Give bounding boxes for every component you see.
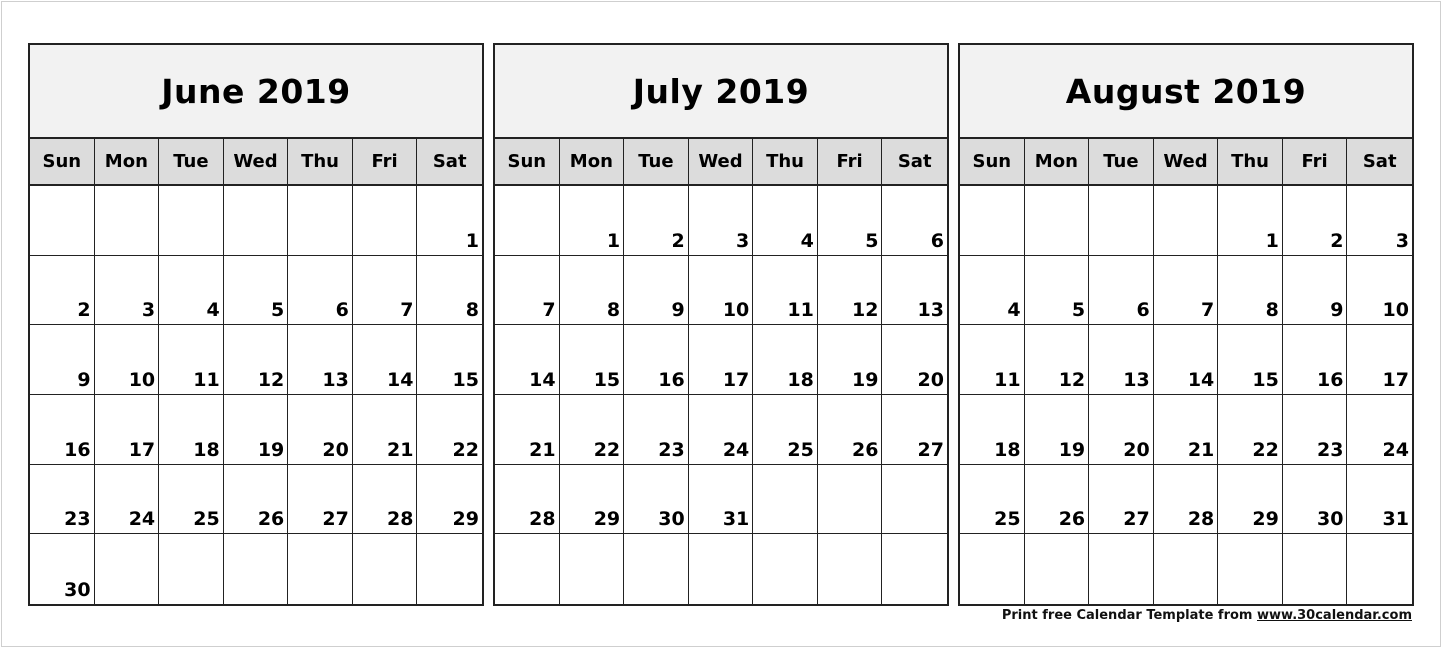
day-cell	[288, 534, 353, 604]
day-cell: 10	[95, 325, 160, 395]
day-cell: 25	[753, 395, 818, 465]
day-cell	[560, 534, 625, 604]
footer-credit-link[interactable]: www.30calendar.com	[1257, 608, 1412, 623]
day-cell: 29	[417, 465, 482, 535]
weekday-label: Sat	[432, 151, 467, 172]
day-cell: 1	[417, 186, 482, 256]
footer-credit	[1002, 608, 1412, 623]
day-cell: 13	[1089, 325, 1154, 395]
day-cell: 23	[30, 465, 95, 535]
day-cell	[353, 534, 418, 604]
day-cell: 16	[624, 325, 689, 395]
day-cell	[1025, 534, 1090, 604]
day-cell: 4	[753, 186, 818, 256]
day-cell: 23	[1283, 395, 1348, 465]
weekday-label: Thu	[1218, 139, 1283, 184]
day-cell	[1218, 534, 1283, 604]
weekday-label: Mon	[1025, 139, 1090, 184]
weekday-label: Tue	[624, 139, 689, 184]
day-cell: 9	[30, 325, 95, 395]
day-cell	[882, 465, 947, 535]
day-cell: 14	[353, 325, 418, 395]
day-cell: 28	[1154, 465, 1219, 535]
day-cell: 15	[560, 325, 625, 395]
days-grid	[30, 186, 482, 604]
day-cell	[624, 534, 689, 604]
days-grid	[495, 186, 947, 604]
weekday-label: Sun	[30, 139, 95, 184]
day-cell: 31	[1347, 465, 1412, 535]
day-cell: 8	[560, 256, 625, 326]
day-cell: 12	[1025, 325, 1090, 395]
day-cell	[495, 186, 560, 256]
weekday-label: Mon	[95, 139, 160, 184]
day-cell: 14	[1154, 325, 1219, 395]
weekday-label: Wed	[1154, 139, 1219, 184]
day-cell: 13	[882, 256, 947, 326]
day-cell	[882, 534, 947, 604]
day-cell: 30	[30, 534, 95, 604]
day-cell: 17	[1347, 325, 1412, 395]
day-cell	[960, 534, 1025, 604]
day-cell: 17	[95, 395, 160, 465]
day-cell: 26	[1025, 465, 1090, 535]
day-cell: 1	[1218, 186, 1283, 256]
day-cell	[753, 534, 818, 604]
day-cell: 29	[560, 465, 625, 535]
weekday-label: Mon	[560, 139, 625, 184]
day-cell: 5	[818, 186, 883, 256]
day-cell: 30	[624, 465, 689, 535]
day-cell: 5	[1025, 256, 1090, 326]
day-cell	[818, 534, 883, 604]
day-cell	[689, 534, 754, 604]
weekday-label: Sun	[495, 139, 560, 184]
weekday-label: Fri	[1283, 139, 1348, 184]
day-cell: 26	[818, 395, 883, 465]
day-cell	[495, 534, 560, 604]
day-cell: 4	[159, 256, 224, 326]
day-cell: 27	[882, 395, 947, 465]
day-cell: 21	[353, 395, 418, 465]
day-cell: 1	[560, 186, 625, 256]
day-cell: 17	[689, 325, 754, 395]
day-cell: 2	[30, 256, 95, 326]
weekday-label: Thu	[753, 139, 818, 184]
weekday-label: Sun	[960, 139, 1025, 184]
day-cell: 7	[495, 256, 560, 326]
day-cell: 12	[818, 256, 883, 326]
day-cell: 28	[353, 465, 418, 535]
day-cell	[1283, 534, 1348, 604]
day-cell	[224, 534, 289, 604]
day-cell: 15	[1218, 325, 1283, 395]
day-cell	[224, 186, 289, 256]
day-cell: 31	[689, 465, 754, 535]
day-cell: 21	[1154, 395, 1219, 465]
day-cell	[95, 186, 160, 256]
month-title: August 2019	[960, 45, 1412, 139]
day-cell: 8	[1218, 256, 1283, 326]
day-cell: 18	[159, 395, 224, 465]
day-cell	[417, 534, 482, 604]
day-cell	[1347, 534, 1412, 604]
day-cell: 18	[753, 325, 818, 395]
day-cell	[1089, 534, 1154, 604]
day-cell: 9	[624, 256, 689, 326]
month-title: June 2019	[30, 45, 482, 139]
day-cell: 13	[288, 325, 353, 395]
month-title: July 2019	[495, 45, 947, 139]
day-cell: 2	[624, 186, 689, 256]
day-cell	[1154, 186, 1219, 256]
day-cell	[353, 186, 418, 256]
day-cell: 26	[224, 465, 289, 535]
weekday-header-row	[960, 139, 1412, 186]
day-cell	[818, 465, 883, 535]
month-calendar-august	[958, 43, 1414, 606]
day-cell: 18	[960, 395, 1025, 465]
day-cell: 3	[95, 256, 160, 326]
day-cell: 10	[1347, 256, 1412, 326]
day-cell	[1154, 534, 1219, 604]
weekday-header-row	[30, 139, 482, 186]
day-cell: 30	[1283, 465, 1348, 535]
day-cell: 24	[1347, 395, 1412, 465]
weekday-label: Wed	[224, 139, 289, 184]
day-cell: 3	[689, 186, 754, 256]
day-cell: 2	[1283, 186, 1348, 256]
day-cell	[1089, 186, 1154, 256]
day-cell: 6	[1089, 256, 1154, 326]
day-cell: 15	[417, 325, 482, 395]
weekday-label: Wed	[689, 139, 754, 184]
weekday-label: Fri	[353, 139, 418, 184]
day-cell: 20	[288, 395, 353, 465]
day-cell: 16	[30, 395, 95, 465]
day-cell: 25	[159, 465, 224, 535]
weekday-header-row	[495, 139, 947, 186]
day-cell: 23	[624, 395, 689, 465]
day-cell	[159, 534, 224, 604]
day-cell: 8	[417, 256, 482, 326]
day-cell: 14	[495, 325, 560, 395]
day-cell: 19	[1025, 395, 1090, 465]
day-cell: 19	[224, 395, 289, 465]
day-cell	[30, 186, 95, 256]
days-grid	[960, 186, 1412, 604]
day-cell: 5	[224, 256, 289, 326]
weekday-label: Sat	[897, 151, 932, 172]
day-cell: 11	[960, 325, 1025, 395]
day-cell: 22	[560, 395, 625, 465]
day-cell: 10	[689, 256, 754, 326]
day-cell: 22	[417, 395, 482, 465]
day-cell: 29	[1218, 465, 1283, 535]
day-cell	[960, 186, 1025, 256]
day-cell: 9	[1283, 256, 1348, 326]
day-cell	[159, 186, 224, 256]
day-cell: 12	[224, 325, 289, 395]
day-cell	[1025, 186, 1090, 256]
day-cell: 25	[960, 465, 1025, 535]
weekday-label: Sat	[1362, 151, 1397, 172]
day-cell: 11	[753, 256, 818, 326]
day-cell	[288, 186, 353, 256]
day-cell: 7	[1154, 256, 1219, 326]
weekday-label: Tue	[159, 139, 224, 184]
day-cell: 20	[882, 325, 947, 395]
weekday-label: Tue	[1089, 139, 1154, 184]
day-cell: 27	[288, 465, 353, 535]
month-calendar-june	[28, 43, 484, 606]
day-cell	[95, 534, 160, 604]
day-cell: 28	[495, 465, 560, 535]
day-cell: 6	[882, 186, 947, 256]
day-cell	[753, 465, 818, 535]
day-cell: 24	[689, 395, 754, 465]
day-cell: 19	[818, 325, 883, 395]
day-cell: 16	[1283, 325, 1348, 395]
day-cell: 27	[1089, 465, 1154, 535]
weekday-label: Thu	[288, 139, 353, 184]
day-cell: 20	[1089, 395, 1154, 465]
month-calendar-july	[493, 43, 949, 606]
day-cell: 7	[353, 256, 418, 326]
day-cell: 6	[288, 256, 353, 326]
day-cell: 21	[495, 395, 560, 465]
day-cell: 4	[960, 256, 1025, 326]
weekday-label: Fri	[818, 139, 883, 184]
day-cell: 22	[1218, 395, 1283, 465]
day-cell: 3	[1347, 186, 1412, 256]
day-cell: 11	[159, 325, 224, 395]
footer-credit-text: Print free Calendar Template from	[1001, 608, 1257, 623]
day-cell: 24	[95, 465, 160, 535]
